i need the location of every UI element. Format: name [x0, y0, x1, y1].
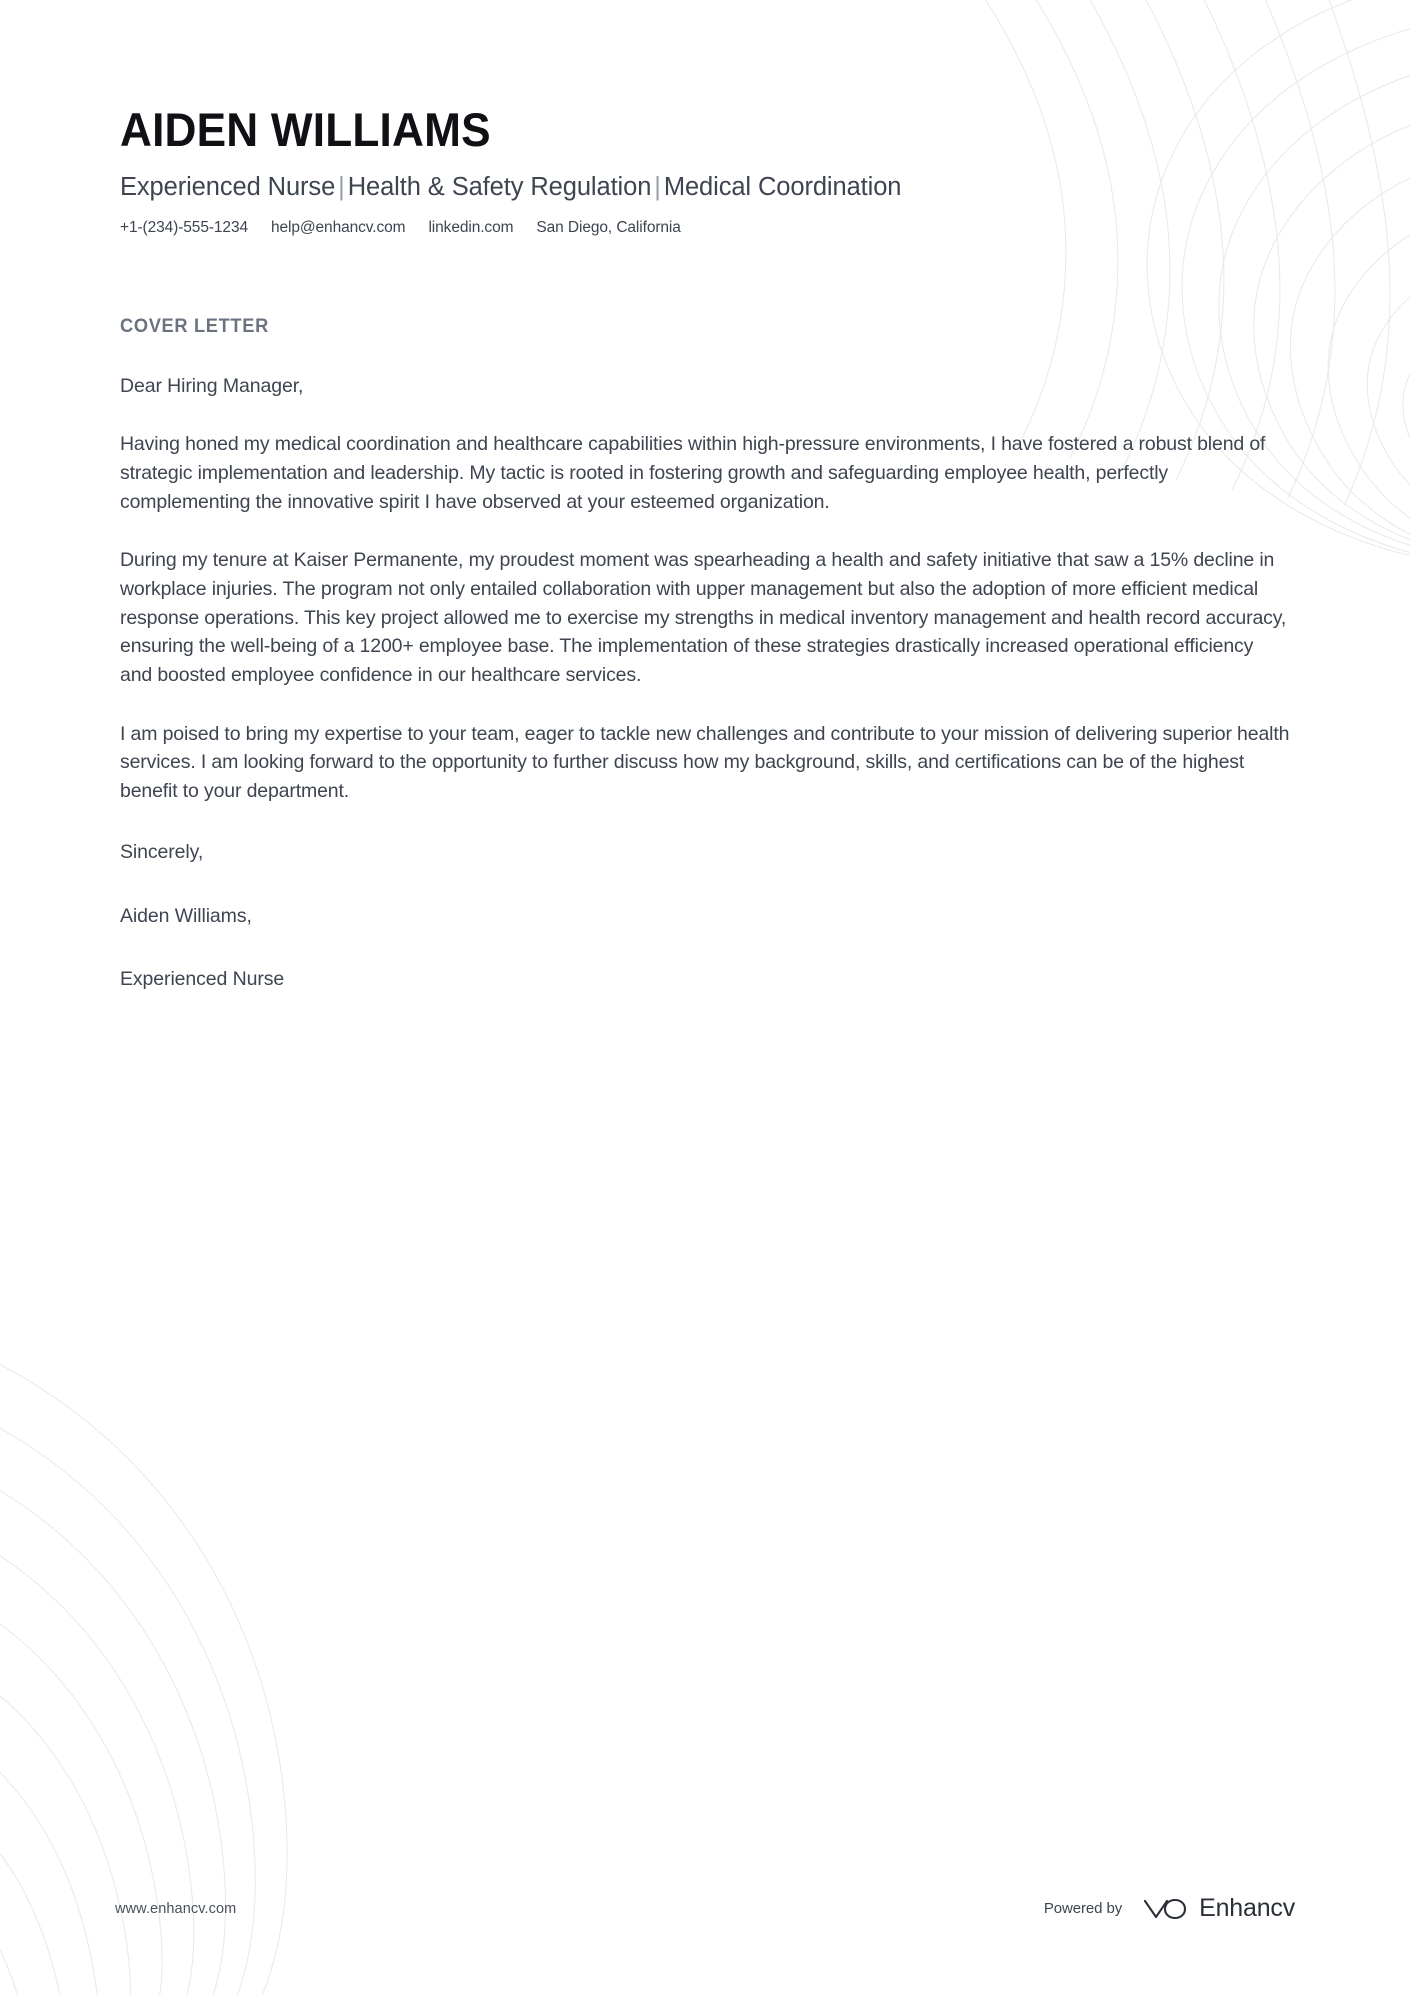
powered-by-label: Powered by [1043, 1900, 1123, 1917]
letter-paragraph-2: During my tenure at Kaiser Permanente, my proudest moment was spearheading a health and safety initiative that saw a 15% decline in workplace injuries. The program not only entailed collaboration with upper management but also the adoption of more efficient medical response operations. This key project allowed me to exercise my strengths in medical inventory management and health record accuracy, ensuring the well-being of a 1200+ employee base. The implementation of these strategies drastically increased operational efficiency and boosted employee confidence in our healthcare services. [120, 549, 1287, 686]
headline-part-1: Experienced Nurse [120, 172, 336, 201]
letter-closing: Sincerely, [120, 841, 204, 864]
letter-signature-title: Experienced Nurse [120, 968, 285, 991]
enhancv-logo-icon [1142, 1896, 1188, 1922]
enhancv-brand-name: Enhancv [1199, 1894, 1295, 1922]
cover-letter-body [120, 316, 1290, 993]
headline-part-3: Medical Coordination [663, 172, 902, 201]
headline-separator-1: | [338, 172, 345, 201]
candidate-name: AIDEN WILLIAMS [120, 103, 491, 156]
section-title-cover-letter: COVER LETTER [120, 316, 269, 337]
contact-location: San Diego, California [536, 218, 681, 236]
contact-phone: +1-(234)-555-1234 [120, 218, 248, 236]
letter-signature-name: Aiden Williams, [120, 904, 252, 927]
letter-salutation: Dear Hiring Manager, [120, 375, 304, 397]
headline-part-2: Health & Safety Regulation [347, 172, 652, 201]
document-header [120, 0, 1290, 238]
contact-email[interactable]: help@enhancv.com [270, 218, 406, 236]
candidate-headline [120, 172, 1290, 203]
headline-separator-2: | [654, 172, 661, 201]
letter-paragraph-1: Having honed my medical coordination and healthcare capabilities within high-pressure environments, I have fostered a robust blend of strategic implementation and leadership. My tactic is rooted in fostering growth and safeguarding employee health, perfectly complementing the innovative spirit I have observed at your esteemed organization. [120, 433, 1266, 513]
contact-linkedin[interactable]: linkedin.com [428, 218, 514, 236]
powered-by-block [1044, 1894, 1295, 1923]
document-footer [0, 1894, 1410, 1923]
topographic-decoration-bottom-left [0, 1275, 640, 1995]
footer-site-url[interactable]: www.enhancv.com [115, 1900, 237, 1917]
enhancv-brand[interactable] [1142, 1894, 1295, 1923]
contact-row [120, 218, 1290, 238]
document-content [0, 0, 1410, 993]
letter-paragraph-3: I am poised to bring my expertise to your team, eager to tackle new challenges and contribute to your mission of delivering superior health services. I am looking forward to the opportunity to further discuss how my background, skills, and certifications can be of the highest benefit to your department. [120, 722, 1290, 802]
